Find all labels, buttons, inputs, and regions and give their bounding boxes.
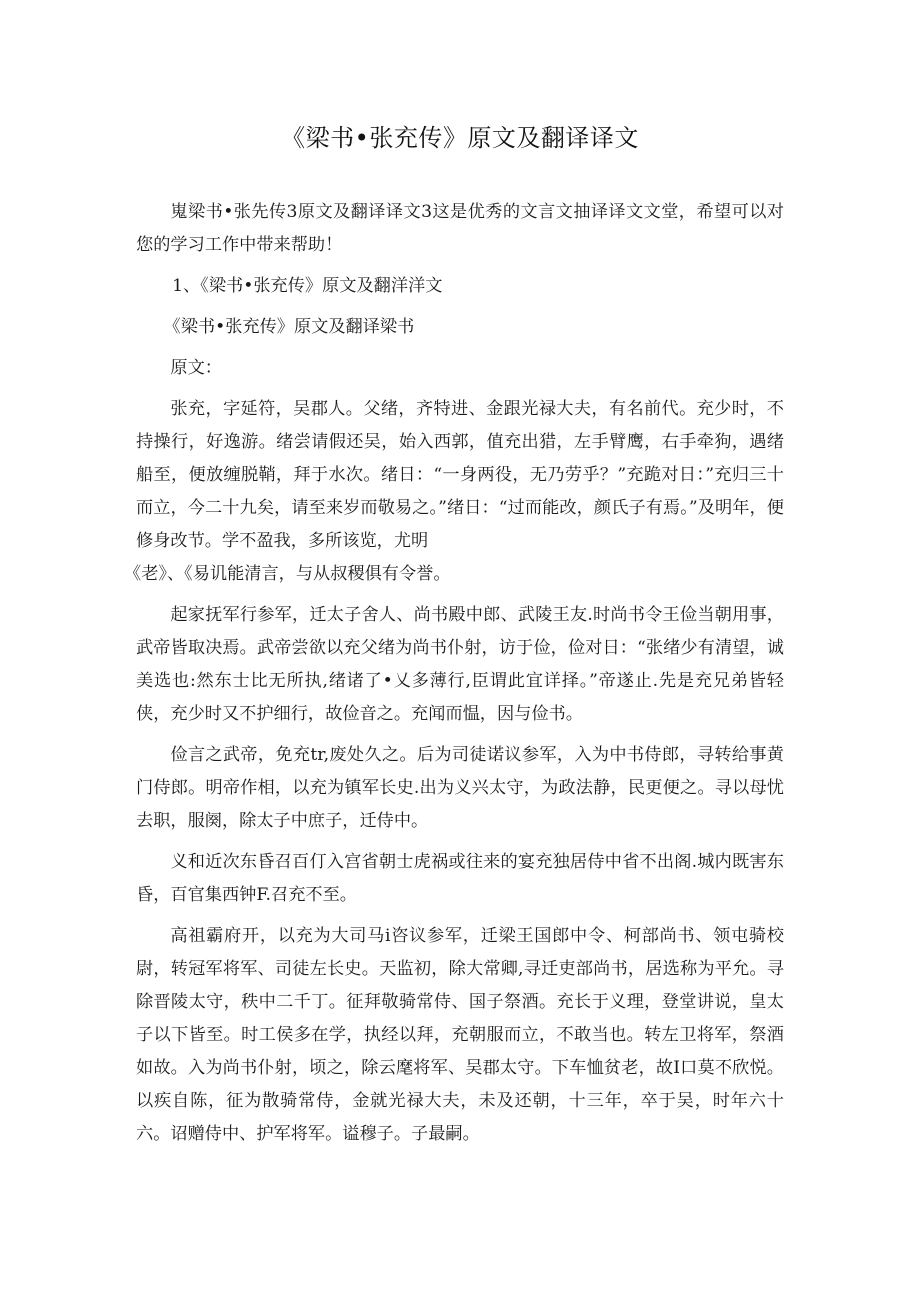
paragraph-4: 俭言之武帝，免充tr,废处久之。后为司徒诺议参军，入为中书侍郎，寻转给事黄门侍郎。明帝作相，以充为镇军长史.出为义兴太守，为政法静，民更便之。寻以母忧去职，服阕，除太子中庶子，迁侍中。: [136, 745, 784, 831]
intro-paragraph: 嵬梁书•张先传3原文及翻译译文3这是优秀的文言文抽译译文文堂，希望可以对您的学习工作中带来帮助！: [136, 202, 784, 255]
paragraph-3: 起家抚军行参军，迁太子舍人、尚书殿中郎、武陵王友.时尚书令王俭当朝用事，武帝皆取决焉。武帝尝欲以充父绪为尚书仆射，访于俭，俭对日：“张绪少有清望，诚美选也:然东士比无所执,绪诸了•乂多薄行,臣谓此宜详择。”帝遂止.先是充兄弟皆轻侠，充少时又不护细行，故俭音之。充闻而愠，因与俭书。: [136, 605, 784, 724]
document-body: [124, 196, 784, 1159]
paragraph-1: 张充，字延符，吴郡人。父绪，齐特进、金跟光禄大夫，有名前代。充少时，不持操行，好逸游。绪尝请假还吴，始入西郭，值充出猎，左手臂鹰，右手牵狗，遇绪船至，便放缠脱鞘，拜于水次。绪日：“一身两役，无乃劳乎？”充跪对日：”充归三十而立，今二十九矣，请至来岁而敬易之。”绪日：“过而能改，颜氏子有焉。”及明年，便修身改节。学不盈我，多所该览，尤明: [136, 399, 784, 551]
paragraph-2: 《老》、《易讥能清言，与从叔稷俱有令誉。: [124, 564, 451, 584]
section-heading: 1、《梁书•张充传》原文及翻洋洋文: [172, 276, 443, 296]
sub-heading: 《梁书•张充传》原文及翻译梁书: [163, 317, 415, 337]
paragraph-5: 义和近次东昏召百仃入宫省朝士虎祸或往来的宴充独居侍中省不出阁.城内既害东昏，百官集西钟F.召充不至。: [136, 852, 784, 905]
document-title: 《梁书•张充传》原文及翻译译文: [281, 124, 639, 152]
original-text-label: 原文：: [170, 358, 222, 378]
paragraph-6: 高祖霸府开，以充为大司马i咨议参军，迁梁王国郎中令、柯部尚书、领屯骑校尉，转冠军将军、司徒左长史。天监初，除大常卿,寻迁吏部尚书，居选称为平允。寻除晋陵太守，秩中二千丁。征拜敬骑常侍、国子祭酒。充长于义理，登堂讲说，皇太子以下皆至。时工侯多在学，执经以拜，充朝服而立，不敢当也。转左卫将军，祭酒如故。入为尚书仆射，顷之，除云麾将军、吴郡太守。下车恤贫老，故I口莫不欣悦。以疾自陈，征为散骑常侍，金就光禄大夫，未及还朝，十三年，卒于吴，时年六十六。诏赠侍中、护军将军。谥穆子。子最嗣。: [136, 926, 784, 1144]
